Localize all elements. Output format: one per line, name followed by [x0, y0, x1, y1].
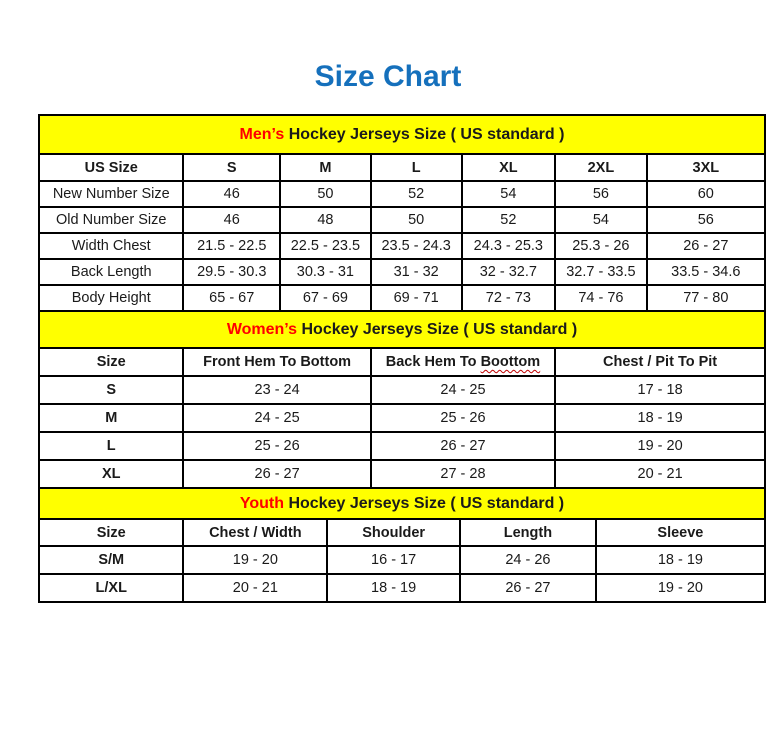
youth-size-table [38, 487, 766, 603]
col-header: Shoulder [327, 519, 460, 546]
mens-size-table [38, 114, 766, 312]
cell: 31 - 32 [371, 259, 462, 285]
row-header: New Number Size [39, 181, 183, 207]
cell: 26 - 27 [371, 432, 555, 460]
cell: 24 - 25 [371, 376, 555, 404]
table-row [39, 574, 765, 602]
cell: 25 - 26 [371, 404, 555, 432]
cell: 24 - 26 [460, 546, 596, 574]
col-header: M [280, 154, 371, 181]
cell: 32.7 - 33.5 [555, 259, 646, 285]
row-header: L/XL [39, 574, 183, 602]
col-header-text: Back Hem To [385, 354, 477, 370]
cell: 18 - 19 [596, 546, 765, 574]
cell: 60 [647, 181, 765, 207]
cell: 50 [280, 181, 371, 207]
col-header: Chest / Pit To Pit [555, 348, 765, 376]
row-header: XL [39, 460, 183, 488]
cell: 16 - 17 [327, 546, 460, 574]
cell: 74 - 76 [555, 285, 646, 311]
mens-band-rest: Hockey Jerseys Size ( US standard ) [288, 125, 565, 143]
youth-header-row [39, 519, 765, 546]
cell: 27 - 28 [371, 460, 555, 488]
row-header: S [39, 376, 183, 404]
cell: 67 - 69 [280, 285, 371, 311]
cell: 32 - 32.7 [462, 259, 556, 285]
col-header: S [183, 154, 280, 181]
table-row [39, 285, 765, 311]
cell: 18 - 19 [327, 574, 460, 602]
cell: 24 - 25 [183, 404, 370, 432]
col-header: Length [460, 519, 596, 546]
row-header: L [39, 432, 183, 460]
womens-band-accent: Women’s [226, 320, 298, 338]
cell: 19 - 20 [555, 432, 765, 460]
cell: 18 - 19 [555, 404, 765, 432]
table-row [39, 207, 765, 233]
cell: 19 - 20 [183, 546, 327, 574]
mens-header-row [39, 154, 765, 181]
row-header: Back Length [39, 259, 183, 285]
row-header: S/M [39, 546, 183, 574]
cell: 77 - 80 [647, 285, 765, 311]
cell: 50 [371, 207, 462, 233]
cell: 20 - 21 [183, 574, 327, 602]
table-row [39, 460, 765, 488]
table-row [39, 181, 765, 207]
cell: 17 - 18 [555, 376, 765, 404]
col-header: Size [39, 519, 183, 546]
womens-band-rest: Hockey Jerseys Size ( US standard ) [301, 320, 578, 338]
youth-band-row [39, 488, 765, 519]
table-row [39, 546, 765, 574]
cell: 72 - 73 [462, 285, 556, 311]
cell: 65 - 67 [183, 285, 280, 311]
cell: 26 - 27 [183, 460, 370, 488]
col-header: Size [39, 348, 183, 376]
size-chart [38, 114, 766, 603]
cell: 23 - 24 [183, 376, 370, 404]
col-header: Front Hem To Bottom [183, 348, 370, 376]
table-row [39, 404, 765, 432]
womens-band-title [39, 311, 765, 348]
page-title: Size Chart [314, 60, 462, 93]
cell: 30.3 - 31 [280, 259, 371, 285]
row-header: Body Height [39, 285, 183, 311]
cell: 22.5 - 23.5 [280, 233, 371, 259]
cell: 46 [183, 181, 280, 207]
row-header: Width Chest [39, 233, 183, 259]
mens-band-accent: Men’s [239, 125, 285, 143]
cell: 54 [555, 207, 646, 233]
col-header: XL [462, 154, 556, 181]
cell: 54 [462, 181, 556, 207]
cell: 56 [555, 181, 646, 207]
cell: 24.3 - 25.3 [462, 233, 556, 259]
col-header: 3XL [647, 154, 765, 181]
womens-size-table [38, 310, 766, 489]
table-row [39, 376, 765, 404]
youth-band-title [39, 488, 765, 519]
cell: 56 [647, 207, 765, 233]
cell: 52 [371, 181, 462, 207]
cell: 26 - 27 [460, 574, 596, 602]
col-header: 2XL [555, 154, 646, 181]
row-header: M [39, 404, 183, 432]
cell: 21.5 - 22.5 [183, 233, 280, 259]
col-header: L [371, 154, 462, 181]
mens-band-title [39, 115, 765, 154]
youth-band-accent: Youth [239, 494, 284, 512]
table-row [39, 432, 765, 460]
col-header: Sleeve [596, 519, 765, 546]
youth-band-rest: Hockey Jerseys Size ( US standard ) [288, 494, 565, 512]
col-header: Chest / Width [183, 519, 327, 546]
misspelled-word: Boottom [480, 354, 541, 370]
womens-header-row [39, 348, 765, 376]
womens-band-row [39, 311, 765, 348]
table-row [39, 233, 765, 259]
cell: 19 - 20 [596, 574, 765, 602]
col-header [371, 348, 555, 376]
cell: 26 - 27 [647, 233, 765, 259]
cell: 23.5 - 24.3 [371, 233, 462, 259]
table-row [39, 259, 765, 285]
cell: 46 [183, 207, 280, 233]
cell: 52 [462, 207, 556, 233]
row-header: Old Number Size [39, 207, 183, 233]
cell: 20 - 21 [555, 460, 765, 488]
cell: 69 - 71 [371, 285, 462, 311]
col-header: US Size [39, 154, 183, 181]
cell: 29.5 - 30.3 [183, 259, 280, 285]
cell: 33.5 - 34.6 [647, 259, 765, 285]
cell: 25.3 - 26 [555, 233, 646, 259]
cell: 48 [280, 207, 371, 233]
cell: 25 - 26 [183, 432, 370, 460]
mens-band-row [39, 115, 765, 154]
